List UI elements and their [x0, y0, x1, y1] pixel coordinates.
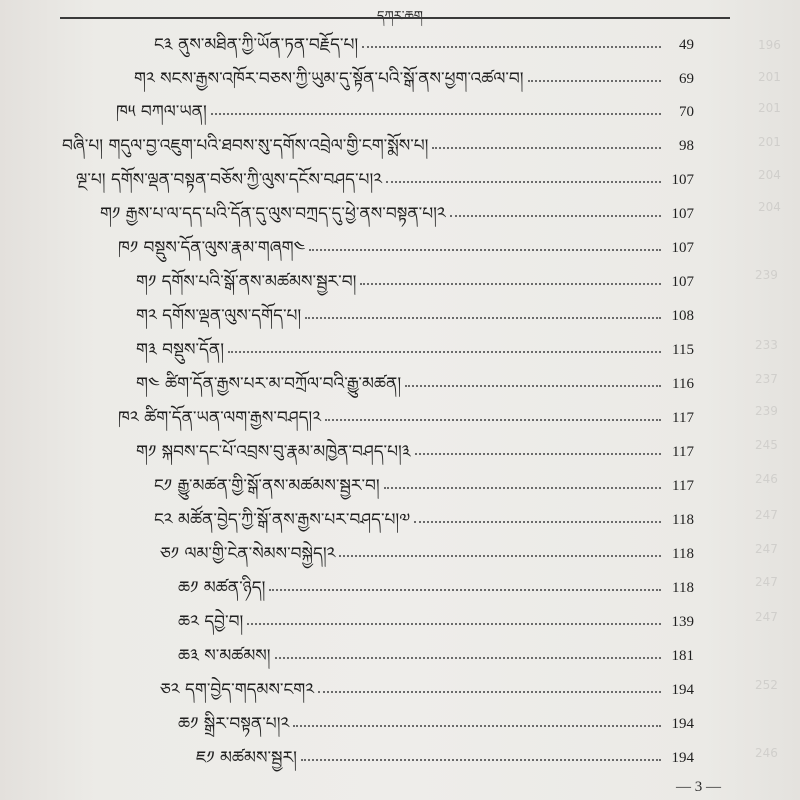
toc-entry-title: ང༢ མཚོན་བྱེད་ཀྱི་སྒོ་ནས་རྒྱས་པར་བཤད་པ།༧: [154, 510, 411, 530]
dot-leader: [275, 657, 661, 659]
dot-leader: [432, 147, 661, 149]
toc-entry-page: 70: [679, 104, 694, 120]
toc-entry: [136, 263, 694, 293]
bleed-through-text: 196 201 201 201 204 204 239 233 237 239 245 246 247 247 247 247 252 246: [755, 38, 781, 760]
toc-entry-page: 118: [672, 580, 694, 596]
toc-entry-title: ག༤ ཚིག་དོན་རྒྱས་པར་མ་བཀྲོལ་བའི་རྒྱུ་མཚན།: [136, 374, 402, 394]
toc-entry-page: 139: [671, 614, 694, 630]
toc-entry-page: 98: [679, 138, 694, 154]
toc-entry: [178, 637, 694, 667]
toc-entry-page: 118: [672, 546, 694, 562]
toc-entry: [160, 535, 694, 565]
toc-entry: [100, 195, 694, 225]
dot-leader: [269, 589, 661, 591]
toc-entry-title: ཆ༡ སྒྲིར་བསྟན་པ།༢: [178, 714, 290, 734]
toc-entry-page: 117: [672, 478, 694, 494]
toc-entry-page: 181: [671, 648, 694, 664]
dot-leader: [386, 181, 661, 183]
toc-entry-title: ག༡ རྒྱས་པ་ལ་དད་པའི་དོན་དུ་ལུས་བཀྲད་དུ་ཕྱེ་ནས་བསྟན་པ།༢: [100, 204, 446, 224]
dot-leader: [211, 113, 661, 115]
dot-leader: [228, 351, 661, 353]
toc-entry-title: ང༡ རྒྱུ་མཚན་གྱི་སྒོ་ནས་མཚམས་སྦྱར་བ།: [154, 476, 380, 496]
dot-leader: [384, 487, 661, 489]
dot-leader: [415, 453, 661, 455]
toc-entry-title: ཆ༢ དབྱེ་བ།: [178, 612, 244, 632]
toc-entry-title: ག༢ དགོས་ལྡན་ལུས་དགོད་པ།: [136, 306, 302, 326]
toc-entry-page: 194: [671, 682, 694, 698]
toc-entry-title: ཁ༡ བསྡུས་དོན་ལུས་རྣམ་གཞག༤: [118, 238, 306, 258]
toc-entry-title: ག༣ བསྡུས་དོན།: [136, 340, 225, 360]
dot-leader: [305, 317, 661, 319]
toc-entry-page: 108: [671, 308, 694, 324]
toc-entry-title: ལྔ་པ། དགོས་ལྡན་བསྟན་བཅོས་ཀྱི་ལུས་དངོས་བཤད་པ།༢: [76, 170, 383, 190]
dot-leader: [293, 725, 661, 727]
toc-entry-title: ག༡ དགོས་པའི་སྒོ་ནས་མཚམས་སྦྱར་བ།: [136, 272, 357, 292]
toc-entry: [118, 399, 694, 429]
dot-leader: [309, 249, 661, 251]
toc-entry-title: ཆ༣ ས་མཚམས།: [178, 646, 271, 666]
toc-entry: [196, 739, 694, 769]
toc-entry-page: 107: [671, 206, 694, 222]
dot-leader: [325, 419, 661, 421]
toc-entry: [136, 365, 694, 395]
dot-leader: [405, 385, 661, 387]
toc-entry-title: ཆ༡ མཚན་ཉིད།: [178, 578, 266, 598]
toc-entry: [160, 671, 694, 701]
toc-entry-title: ཁ༢ ཚིག་དོན་ཡན་ལག་རྒྱས་བཤད།༢: [118, 408, 321, 428]
dot-leader: [414, 521, 661, 523]
dot-leader: [528, 80, 661, 82]
page-number: — 3 —: [676, 779, 721, 795]
toc-entry: [178, 705, 694, 735]
toc-entry-page: 194: [671, 716, 694, 732]
dot-leader: [247, 623, 661, 625]
toc-entry-page: 49: [679, 37, 694, 53]
toc-entry: [154, 467, 694, 497]
dot-leader: [362, 46, 661, 48]
dot-leader: [360, 283, 661, 285]
toc-entry-title: བཞི་པ། གདུལ་བྱ་འཇུག་པའི་ཐབས་སུ་དགོས་འབྲེལ་གྱི་ངག་སྨོས་པ།: [62, 136, 429, 156]
toc-entry-page: 194: [671, 750, 694, 766]
toc-entry-page: 107: [671, 172, 694, 188]
toc-entry-title: ཅ༡ ལམ་གྱི་ངེན་སེམས་བསྐྱེད།༢: [160, 544, 336, 564]
toc-entry-title: ག༡ སྐབས་དང་པོ་འབྲས་བུ་རྣམ་མཁྱེན་བཤད་པ།༣: [136, 442, 411, 462]
toc-entry-page: 107: [671, 274, 694, 290]
toc-entry-title: ག༢ སངས་རྒྱས་འཁོར་བཅས་ཀྱི་ཡུམ་དུ་སྟོན་པའི་སྒོ་ནས་ཕྱག་འཚལ་བ།: [134, 69, 524, 89]
toc-entry-page: 115: [672, 342, 694, 358]
dot-leader: [339, 555, 661, 557]
toc-entry-page: 69: [679, 71, 694, 87]
toc-entry: [76, 161, 694, 191]
toc-entry: [154, 501, 694, 531]
toc-entry-page: 118: [672, 512, 694, 528]
toc-entry-title: ཅ༢ དག་བྱེད་གདམས་ངག༢: [160, 680, 315, 700]
toc-entry-page: 117: [672, 410, 694, 426]
toc-entry-title: ང༣ ནུས་མཐིན་ཀྱི་ཡོན་ཏན་བརྗོད་པ།: [154, 35, 359, 55]
toc-entry: [136, 297, 694, 327]
toc-entry-page: 117: [672, 444, 694, 460]
toc-entry: [178, 603, 694, 633]
toc-entry-title: ཁ༥ བཀལ་ཡན།: [116, 102, 207, 122]
toc-entry: [178, 569, 694, 599]
dot-leader: [301, 759, 661, 761]
toc-entry-page: 107: [671, 240, 694, 256]
dot-leader: [318, 691, 661, 693]
toc-entry: [136, 433, 694, 463]
toc-entry: [62, 127, 694, 157]
toc-entry: [118, 229, 694, 259]
toc-entry-page: 116: [672, 376, 694, 392]
toc-entry-title: ཇ༡ མཚམས་སྦྱར།: [196, 748, 297, 768]
toc-entry: [134, 60, 694, 90]
toc-entry: [136, 331, 694, 361]
toc-entry: [116, 93, 694, 123]
header-rule: [60, 17, 730, 19]
dot-leader: [450, 215, 661, 217]
toc-entry: [154, 26, 694, 56]
